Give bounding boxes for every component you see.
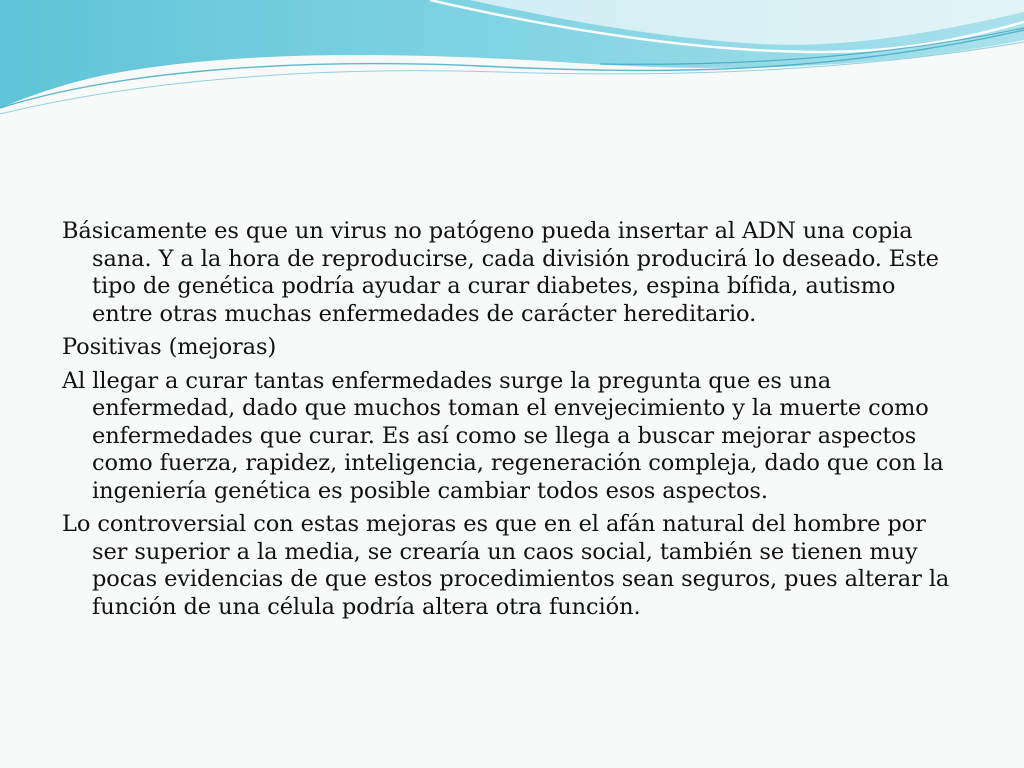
paragraph-controversia: Lo controversial con estas mejoras es que en el afán natural del hombre por ser superior a la media, se crearía un caos social, también se tienen muy pocas evidencias de que estos procedimientos sean seguros, pues alterar la función de una célula podría altera otra función. xyxy=(62,511,950,620)
slide-body-text xyxy=(62,218,962,627)
paragraph-intro: Básicamente es que un virus no patógeno pueda insertar al ADN una copia sana. Y a la hora de reproducirse, cada división producirá lo deseado. Este tipo de genética podría ayudar a curar diabetes, espina bífida, autismo entre otras muchas enfermedades de carácter hereditario. xyxy=(62,218,939,327)
paragraph-positivas-heading: Positivas (mejoras) xyxy=(62,334,277,360)
header-wave-decoration xyxy=(0,0,1024,130)
paragraph-mejoras: Al llegar a curar tantas enfermedades surge la pregunta que es una enfermedad, dado que muchos toman el envejecimiento y la muerte como enfermedades que curar. Es así como se llega a buscar mejorar aspectos como fuerza, rapidez, inteligencia, regeneración compleja, dado que con la ingeniería genética es posible cambiar todos esos aspectos. xyxy=(62,367,944,504)
